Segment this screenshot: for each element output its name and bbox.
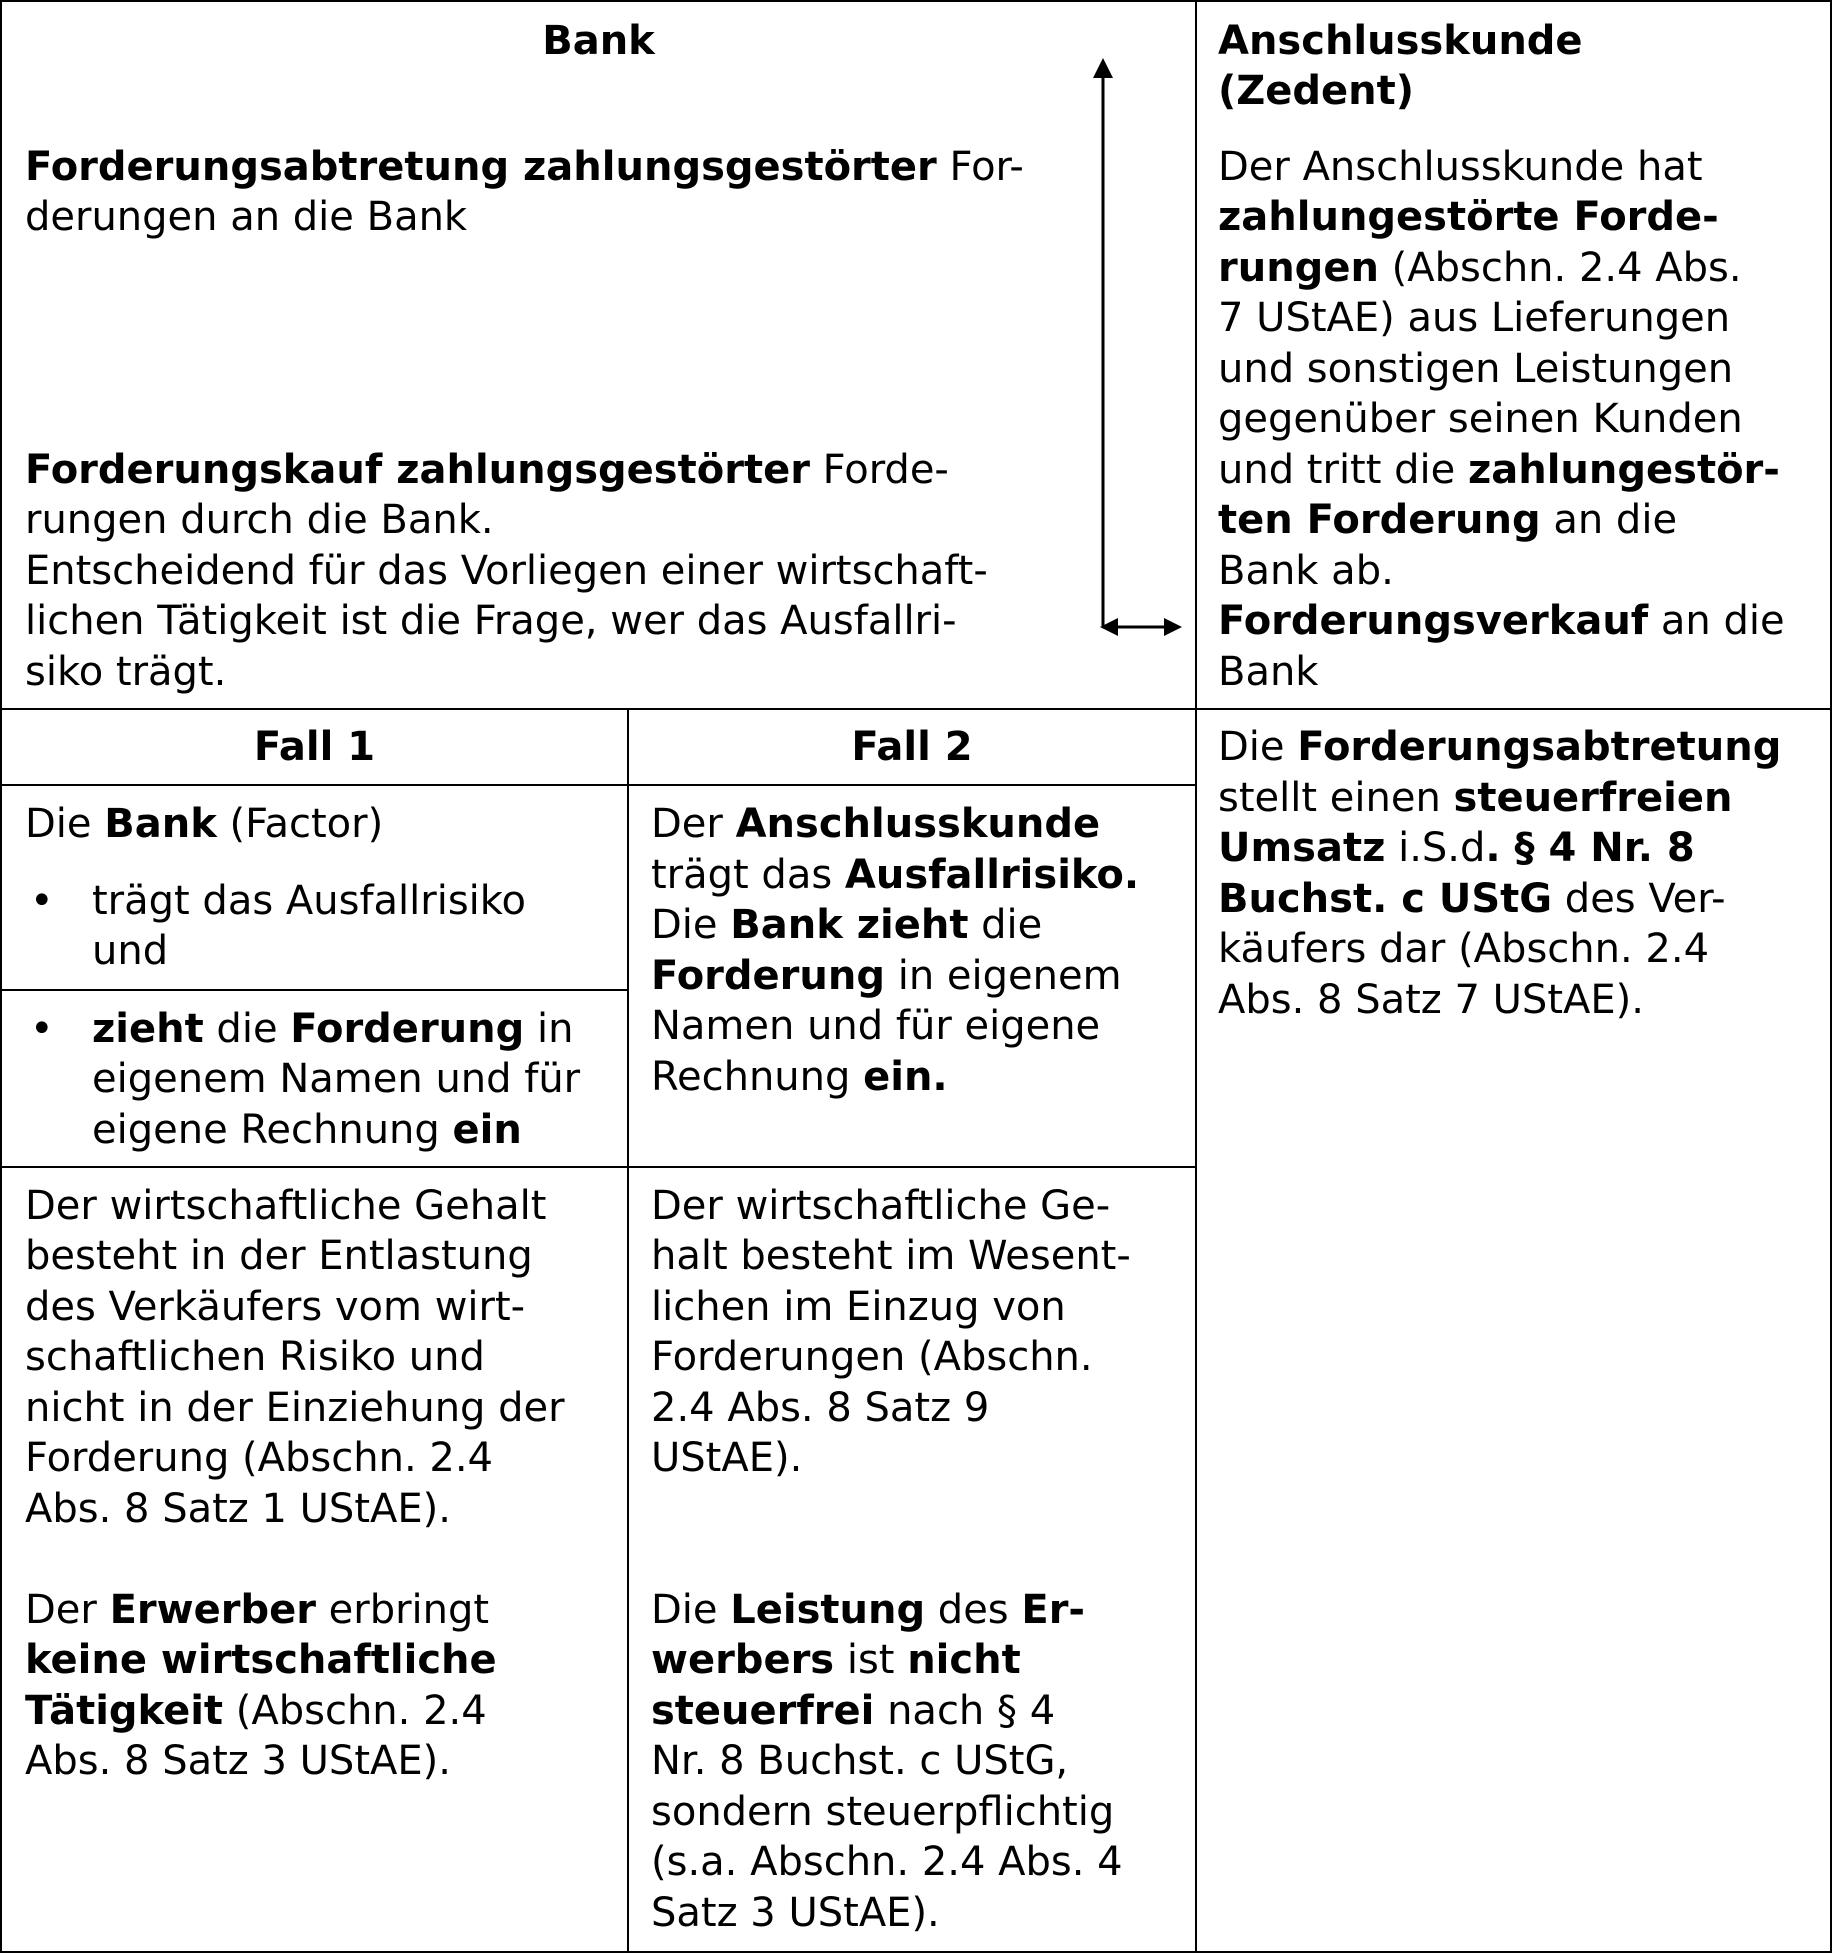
fall2-gehalt-line-4: Forderungen (Abschn. (651, 1334, 1093, 1380)
kauf-line-1: Forderungskauf zahlungsgestörter Forde- (25, 447, 949, 493)
fall1-bullet2-line-3: eigene Rechnung ein (92, 1107, 522, 1153)
fall2-risk-line-6: Rechnung ein. (651, 1054, 948, 1100)
right-bottom-line-5: käufers dar (Abschn. 2.4 (1218, 926, 1710, 972)
fall1-gehalt-line-7: Abs. 8 Satz 1 UStAE). (25, 1486, 451, 1532)
right-bottom-line-6: Abs. 8 Satz 7 UStAE). (1218, 977, 1644, 1023)
fall2-risk-line-2: trägt das Ausfallrisiko. (651, 852, 1140, 898)
zedent-line-11: Bank (1218, 649, 1319, 695)
fall1-gehalt-line-4: schaftlichen Risiko und (25, 1334, 485, 1380)
right-bottom-line-2: stellt einen steuerfreien (1218, 775, 1733, 821)
arrow-up-icon (1090, 58, 1116, 634)
zedent-line-3: rungen (Abschn. 2.4 Abs. (1218, 245, 1742, 291)
fall2-gehalt-line-1: Der wirtschaftliche Ge- (651, 1183, 1111, 1229)
zedent-line-5: und sonstigen Leistungen (1218, 346, 1734, 392)
fall1-bullet2-line-1: zieht die Forderung in (92, 1006, 574, 1052)
zedent-line-9: Bank ab. (1218, 548, 1394, 594)
divider-vertical-main (1195, 0, 1197, 1953)
bank-header: Bank (542, 18, 655, 64)
zedent-line-4: 7 UStAE) aus Lieferungen (1218, 295, 1731, 341)
zedent-line-8: ten Forderung an die (1218, 497, 1678, 543)
fall1-gehalt-line-6: Forderung (Abschn. 2.4 (25, 1435, 493, 1481)
right-bottom-line-1: Die Forderungsabtretung (1218, 724, 1782, 770)
fall2-leistung-line-4: Nr. 8 Buchst. c UStG, (651, 1738, 1069, 1784)
fall2-gehalt-line-3: lichen im Einzug von (651, 1284, 1066, 1330)
double-arrow-icon (1100, 612, 1182, 642)
fall1-erwerber-line-3: Tätigkeit (Abschn. 2.4 (25, 1688, 487, 1734)
zedent-line-10: Forderungsverkauf an die (1218, 598, 1785, 644)
divider-below-headers (0, 784, 1197, 786)
fall2-leistung-line-1: Die Leistung des Er- (651, 1587, 1086, 1633)
fall2-risk-line-1: Der Anschlusskunde (651, 801, 1101, 847)
zedent-header-line-2: (Zedent) (1218, 68, 1415, 114)
fall1-header: Fall 1 (253, 724, 376, 770)
fall2-leistung-line-5: sondern steuerpflichtig (651, 1789, 1115, 1835)
zedent-line-7: und tritt die zahlungestör- (1218, 447, 1780, 493)
fall1-bullet1-line-1: trägt das Ausfallrisiko (92, 878, 526, 924)
fall1-gehalt-line-2: besteht in der Entlastung (25, 1233, 533, 1279)
fall1-gehalt-line-1: Der wirtschaftliche Gehalt (25, 1183, 547, 1229)
fall1-gehalt-line-5: nicht in der Einziehung der (25, 1385, 565, 1431)
fall2-leistung-line-3: steuerfrei nach § 4 (651, 1688, 1056, 1734)
divider-vertical-fall (627, 708, 629, 1953)
fall1-gehalt-line-3: des Verkäufers vom wirt- (25, 1284, 526, 1330)
right-bottom-line-3: Umsatz i.S.d. § 4 Nr. 8 (1218, 825, 1695, 871)
fall1-bullet2-line-2: eigenem Namen und für (92, 1056, 581, 1102)
bullet-dot-icon: • (30, 1006, 54, 1052)
border-left (0, 0, 2, 1953)
kauf-line-4: lichen Tätigkeit ist die Frage, wer das Ausfallri- (25, 598, 957, 644)
fall2-risk-line-5: Namen und für eigene (651, 1003, 1101, 1049)
fall2-gehalt-line-6: UStAE). (651, 1435, 803, 1481)
right-bottom-line-4: Buchst. c UStG des Ver- (1218, 876, 1726, 922)
abtretung-line-1: Forderungsabtretung zahlungsgestörter For- (25, 144, 1024, 190)
bullet-dot-icon: • (30, 878, 54, 924)
fall1-erwerber-line-1: Der Erwerber erbringt (25, 1587, 490, 1633)
zedent-header-line-1: Anschlusskunde (1218, 18, 1583, 64)
zedent-line-6: gegenüber seinen Kunden (1218, 396, 1743, 442)
divider-between-bullets (0, 989, 629, 991)
kauf-line-3: Entscheidend für das Vorliegen einer wirtschaft- (25, 548, 988, 594)
fall1-intro: Die Bank (Factor) (25, 801, 384, 847)
fall1-bullet1-line-2: und (92, 928, 169, 974)
fall2-gehalt-line-2: halt besteht im Wesent- (651, 1233, 1131, 1279)
divider-above-gehalt (0, 1166, 1197, 1168)
fall2-leistung-line-6: (s.a. Abschn. 2.4 Abs. 4 (651, 1839, 1123, 1885)
divider-horizontal-top (0, 708, 1832, 710)
zedent-line-2: zahlungestörte Forde- (1218, 194, 1719, 240)
fall1-erwerber-line-2: keine wirtschaftliche (25, 1637, 497, 1683)
kauf-line-2: rungen durch die Bank. (25, 497, 494, 543)
fall1-erwerber-line-4: Abs. 8 Satz 3 UStAE). (25, 1738, 451, 1784)
border-top (0, 0, 1832, 2)
fall2-risk-line-4: Forderung in eigenem (651, 953, 1122, 999)
abtretung-line-2: derungen an die Bank (25, 194, 468, 240)
fall2-leistung-line-2: werbers ist nicht (651, 1637, 1021, 1683)
fall2-leistung-line-7: Satz 3 UStAE). (651, 1890, 940, 1936)
fall2-gehalt-line-5: 2.4 Abs. 8 Satz 9 (651, 1385, 990, 1431)
fall2-header: Fall 2 (851, 724, 973, 770)
kauf-line-5: siko trägt. (25, 649, 227, 695)
zedent-line-1: Der Anschlusskunde hat (1218, 144, 1703, 190)
fall2-risk-line-3: Die Bank zieht die (651, 902, 1043, 948)
